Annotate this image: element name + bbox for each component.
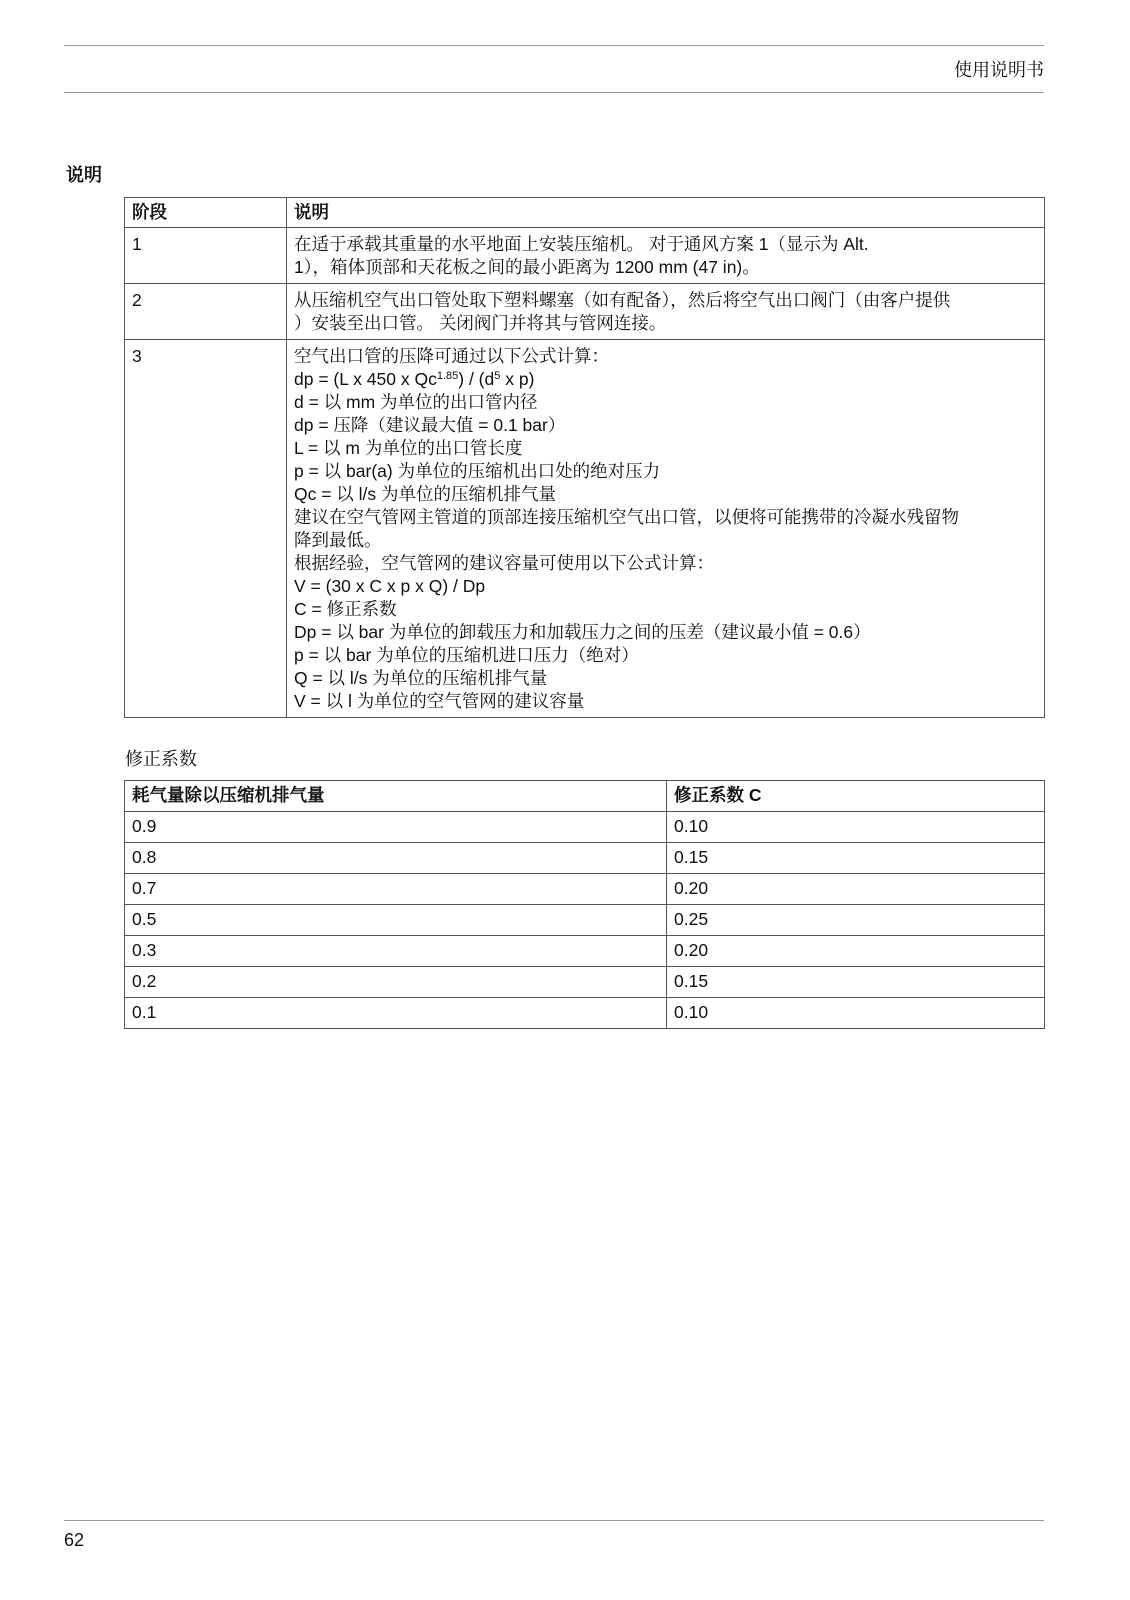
description-line: ）安装至出口管。 关闭阀门并将其与管网连接。 — [294, 313, 667, 333]
ratio-cell: 0.5 — [125, 905, 667, 936]
formula-exponent: 5 — [494, 370, 501, 382]
factor-cell: 0.10 — [667, 812, 1045, 843]
header-top-rule — [64, 45, 1044, 46]
column-header-factor: 修正系数 C — [667, 781, 1045, 812]
factor-cell: 0.20 — [667, 874, 1045, 905]
description-line: 空气出口管的压降可通过以下公式计算： — [294, 346, 609, 366]
table-row — [125, 843, 1045, 874]
table-row — [125, 905, 1045, 936]
column-header-description: 说明 — [287, 198, 1045, 228]
description-line: 1），箱体顶部和天花板之间的最小距离为 1200 mm (47 in)。 — [294, 257, 760, 277]
step-number: 1 — [125, 228, 287, 284]
description-line: dp = 压降（建议最大值 = 0.1 bar） — [294, 415, 566, 435]
description-line: d = 以 mm 为单位的出口管内径 — [294, 392, 538, 412]
description-line: Dp = 以 bar 为单位的卸载压力和加载压力之间的压差（建议最小值 = 0.6） — [294, 622, 871, 642]
description-line: V = (30 x C x p x Q) / Dp — [294, 576, 486, 596]
correction-table-caption: 修正系数 — [125, 749, 197, 769]
ratio-cell: 0.7 — [125, 874, 667, 905]
step-description — [287, 228, 1045, 284]
table-row — [125, 340, 1045, 718]
description-line: 降到最低。 — [294, 530, 382, 550]
description-line: 在适于承载其重量的水平地面上安装压缩机。 对于通风方案 1（显示为 Alt. — [294, 234, 869, 254]
table-row — [125, 967, 1045, 998]
formula-part: dp = (L x 450 x Qc — [294, 369, 437, 389]
ratio-cell: 0.3 — [125, 936, 667, 967]
footer-rule — [64, 1520, 1044, 1521]
column-header-ratio: 耗气量除以压缩机排气量 — [125, 781, 667, 812]
factor-cell: 0.15 — [667, 843, 1045, 874]
ratio-cell: 0.9 — [125, 812, 667, 843]
factor-cell: 0.25 — [667, 905, 1045, 936]
description-line: Q = 以 l/s 为单位的压缩机排气量 — [294, 668, 548, 688]
ratio-cell: 0.8 — [125, 843, 667, 874]
factor-cell: 0.15 — [667, 967, 1045, 998]
factor-cell: 0.10 — [667, 998, 1045, 1029]
header-bottom-rule — [64, 92, 1044, 93]
correction-table-header-row — [125, 781, 1045, 812]
formula-part: ) / (d — [458, 369, 495, 389]
step-number: 3 — [125, 340, 287, 718]
pressure-drop-formula — [294, 368, 1037, 391]
description-line: L = 以 m 为单位的出口管长度 — [294, 438, 523, 458]
table-row — [125, 874, 1045, 905]
step-number: 2 — [125, 284, 287, 340]
step-description — [287, 284, 1045, 340]
description-line: 根据经验，空气管网的建议容量可使用以下公式计算： — [294, 553, 714, 573]
ratio-cell: 0.2 — [125, 967, 667, 998]
table-row — [125, 998, 1045, 1029]
ratio-cell: 0.1 — [125, 998, 667, 1029]
steps-table-header-row — [125, 198, 1045, 228]
steps-table — [124, 197, 1045, 718]
description-line: Qc = 以 l/s 为单位的压缩机排气量 — [294, 484, 557, 504]
table-row — [125, 284, 1045, 340]
factor-cell: 0.20 — [667, 936, 1045, 967]
column-header-step: 阶段 — [125, 198, 287, 228]
description-line: p = 以 bar 为单位的压缩机进口压力（绝对） — [294, 645, 639, 665]
table-row — [125, 228, 1045, 284]
page-number: 62 — [64, 1530, 85, 1550]
step-description — [287, 340, 1045, 718]
description-line: p = 以 bar(a) 为单位的压缩机出口处的绝对压力 — [294, 461, 661, 481]
correction-factor-table — [124, 780, 1045, 1029]
formula-part: x p) — [500, 369, 535, 389]
description-line: 从压缩机空气出口管处取下塑料螺塞（如有配备），然后将空气出口阀门（由客户提供 — [294, 290, 951, 310]
table-row — [125, 936, 1045, 967]
formula-exponent: 1.85 — [436, 370, 459, 382]
section-title: 说明 — [66, 165, 102, 185]
description-line: V = 以 l 为单位的空气管网的建议容量 — [294, 691, 585, 711]
header-title: 使用说明书 — [954, 60, 1044, 80]
table-row — [125, 812, 1045, 843]
description-line: 建议在空气管网主管道的顶部连接压缩机空气出口管，以便将可能携带的冷凝水残留物 — [294, 507, 959, 527]
description-line: C = 修正系数 — [294, 599, 397, 619]
